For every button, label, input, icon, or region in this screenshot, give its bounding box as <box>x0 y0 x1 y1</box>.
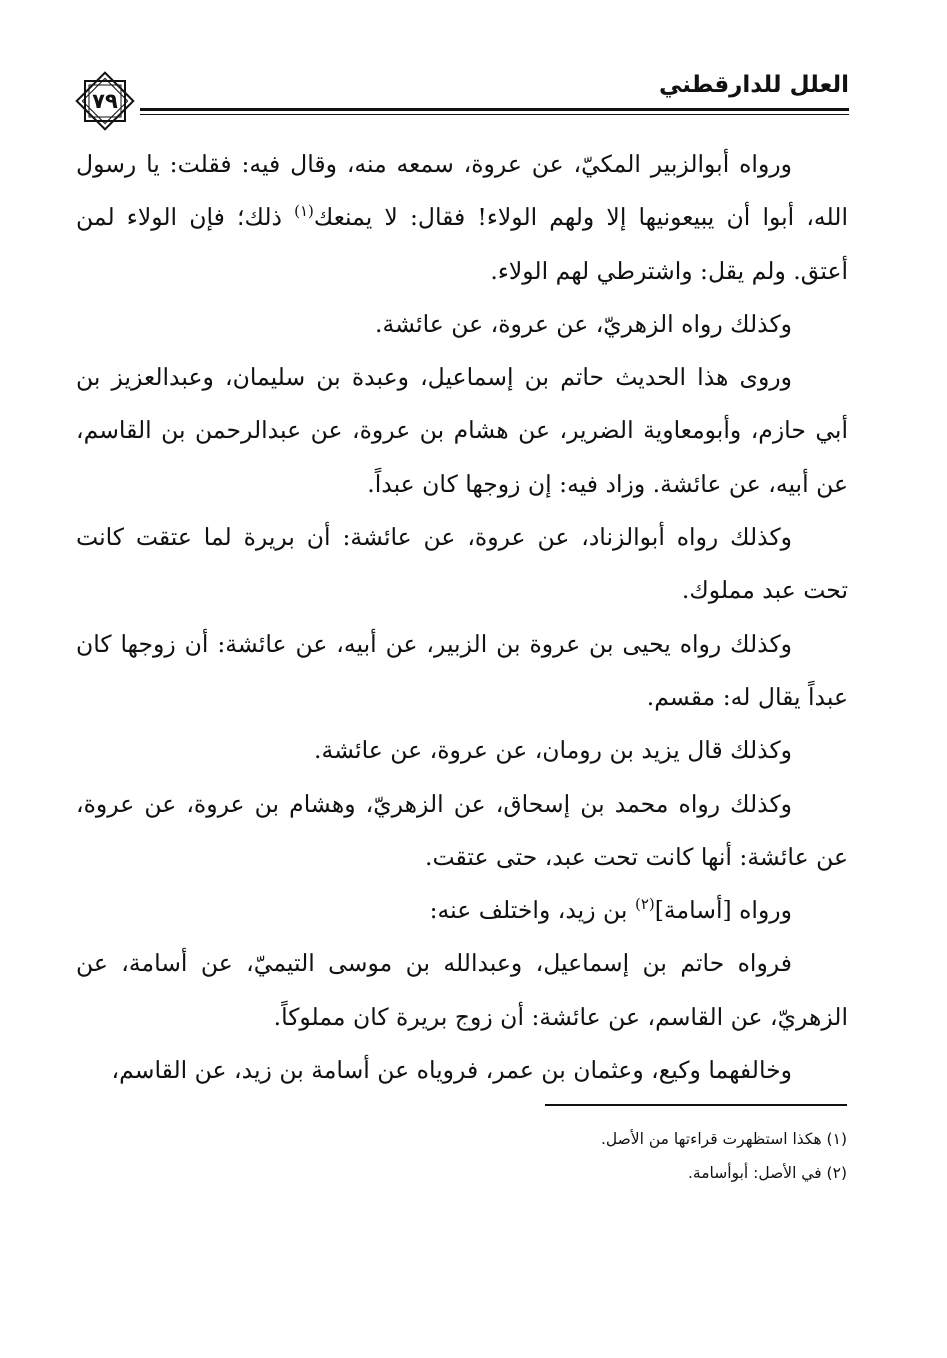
paragraph: وخالفهما وكيع، وعثمان بن عمر، فروياه عن أسامة بن زيد، عن القاسم، <box>111 1056 792 1085</box>
paragraph: وكذلك رواه أبوالزناد، عن عروة، عن عائشة: أن بريرة لما عتقت كانت تحت عبد مملوك. <box>76 523 848 605</box>
paragraph-text: ذلك؛ فإن الولاء لمن أعتق. ولم يقل: واشترطي لهم الولاء. <box>76 203 848 285</box>
running-header-title: العلل للدارقطني <box>659 72 849 98</box>
page-number: ٧٩ <box>92 89 118 113</box>
header-rule <box>140 108 849 115</box>
paragraph: وكذلك قال يزيد بن رومان، عن عروة، عن عائشة. <box>314 736 792 765</box>
footnote-separator <box>545 1104 847 1106</box>
paragraph-text: بن زيد، واختلف عنه: <box>429 896 635 925</box>
paragraph: وروى هذا الحديث حاتم بن إسماعيل، وعبدة بن سليمان، وعبدالعزيز بن أبي حازم، وأبومعاوية الضرير، عن هشام بن عروة، عن عبدالرحمن بن القاسم، عن أبيه، عن عائشة. وزاد فيه: إن زوجها كان عبداً. <box>76 363 848 498</box>
paragraph: فرواه حاتم بن إسماعيل، وعبدالله بن موسى التيميّ، عن أسامة، عن الزهريّ، عن القاسم، عن عائشة: أن زوج بريرة كان مملوكاً. <box>76 949 848 1031</box>
footnote: (١) هكذا استظهرت قراءتها من الأصل. <box>600 1130 847 1148</box>
page-number-badge <box>72 68 138 134</box>
paragraph <box>76 138 848 298</box>
paragraph-text: ورواه أبوالزبير المكيّ، عن عروة، سمعه منه، وقال فيه: فقلت: يا رسول الله، أبوا أن يبيعونيها إلا ولهم الولاء! فقال: لا يمنعك <box>76 150 848 232</box>
paragraph-text: ورواه [أسامة] <box>654 896 792 925</box>
footnote-ref: (٢) <box>634 895 655 914</box>
footnote-ref: (١) <box>294 202 314 221</box>
footnote: (٢) في الأصل: أبوأسامة. <box>688 1164 847 1182</box>
paragraph <box>76 884 848 937</box>
main-text <box>76 138 848 1097</box>
footnotes <box>400 1122 847 1190</box>
paragraph: وكذلك رواه محمد بن إسحاق، عن الزهريّ، وهشام بن عروة، عن عروة، عن عائشة: أنها كانت تحت عبد، حتى عتقت. <box>76 789 848 871</box>
paragraph: وكذلك رواه يحيى بن عروة بن الزبير، عن أبيه، عن عائشة: أن زوجها كان عبداً يقال له: مقسم. <box>76 629 848 711</box>
paragraph: وكذلك رواه الزهريّ، عن عروة، عن عائشة. <box>375 309 792 338</box>
